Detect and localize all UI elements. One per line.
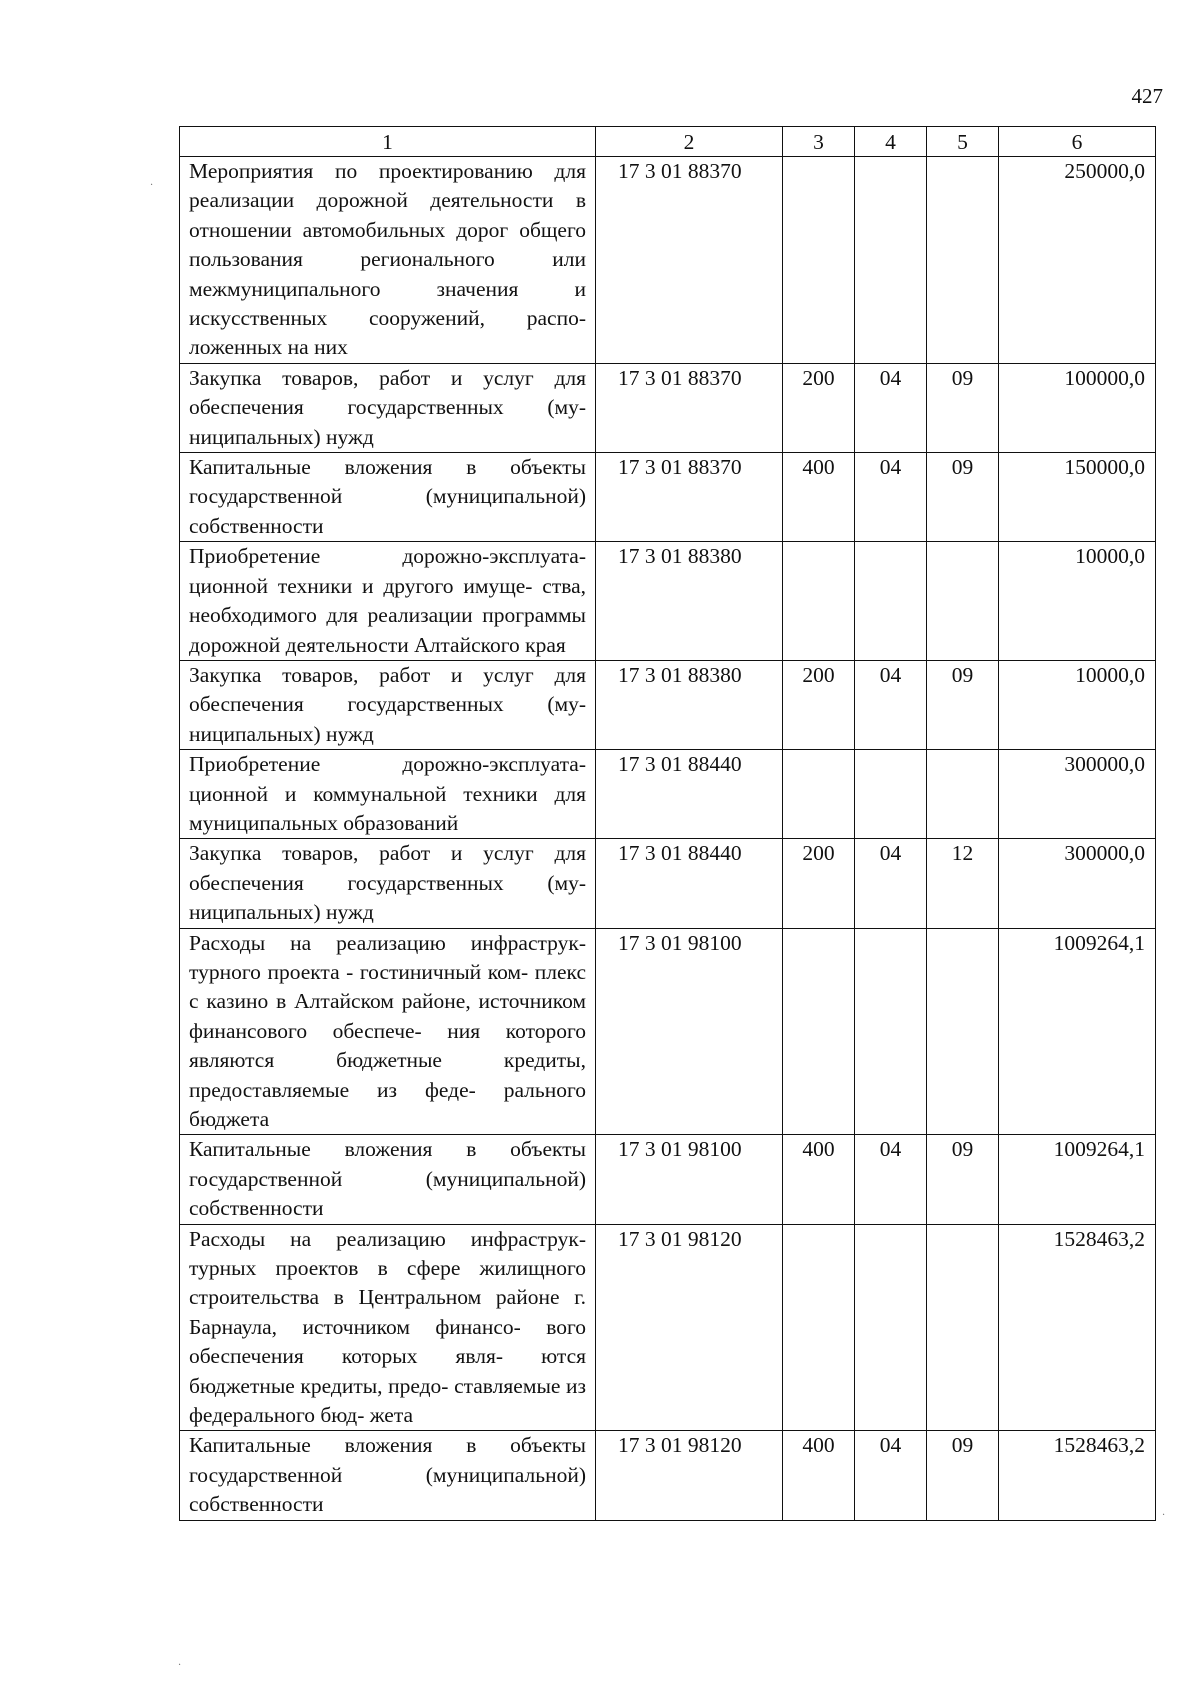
row-section: 04: [855, 363, 927, 452]
row-subsection: 09: [927, 453, 999, 542]
row-name-line: турного проекта - гостиничный ком-: [189, 959, 529, 984]
page-number: 427: [1131, 84, 1163, 108]
row-name-line: собственности: [189, 1196, 324, 1221]
row-name-line: обеспечения государственных (му-: [189, 870, 586, 895]
row-expense-type: [783, 750, 855, 839]
table-row: [180, 750, 1156, 839]
row-name: [180, 157, 596, 364]
header-col-1: 1: [180, 127, 596, 157]
row-amount: 300000,0: [999, 839, 1156, 928]
row-amount: 1528463,2: [999, 1224, 1156, 1431]
row-name: [180, 1135, 596, 1224]
row-code: 17 3 01 98120: [596, 1224, 783, 1431]
row-name-line: Алтайского края: [414, 632, 566, 657]
row-name-line: Закупка товаров, работ и услуг для: [189, 365, 586, 390]
row-name-line: искусственных сооружений, распо-: [189, 306, 586, 331]
row-subsection: [927, 750, 999, 839]
row-amount: 10000,0: [999, 660, 1156, 749]
row-name: [180, 928, 596, 1135]
row-subsection: 12: [927, 839, 999, 928]
row-section: [855, 157, 927, 364]
row-code: 17 3 01 98100: [596, 1135, 783, 1224]
row-subsection: [927, 157, 999, 364]
row-name-line: Приобретение дорожно-эксплуата-: [189, 752, 586, 777]
row-section: 04: [855, 1431, 927, 1520]
row-name-line: жета: [369, 1403, 414, 1428]
row-name-line: для муниципальных образований: [189, 781, 587, 835]
table-row: [180, 1224, 1156, 1431]
table-row: [180, 1431, 1156, 1520]
row-expense-type: 200: [783, 363, 855, 452]
header-col-4: 4: [855, 127, 927, 157]
row-amount: 1528463,2: [999, 1431, 1156, 1520]
row-amount: 10000,0: [999, 542, 1156, 661]
row-name: [180, 750, 596, 839]
row-name: [180, 453, 596, 542]
row-expense-type: 200: [783, 660, 855, 749]
row-name-line: ционной и коммунальной техники: [189, 781, 538, 806]
row-expense-type: 400: [783, 1431, 855, 1520]
row-subsection: [927, 542, 999, 661]
row-code: 17 3 01 88370: [596, 453, 783, 542]
row-code: 17 3 01 88380: [596, 660, 783, 749]
row-name-line: ниципальных) нужд: [189, 424, 374, 449]
table-row: [180, 542, 1156, 661]
row-expense-type: 400: [783, 453, 855, 542]
table-row: [180, 928, 1156, 1135]
row-expense-type: [783, 928, 855, 1135]
row-amount: 100000,0: [999, 363, 1156, 452]
row-name-line: программы дорожной деятельности: [189, 603, 586, 657]
row-name-line: общего пользования регионального: [189, 217, 587, 272]
row-name-line: ложенных на них: [189, 335, 348, 360]
row-name-line: государственной (муниципальной): [189, 1462, 586, 1487]
row-name-line: отношении автомобильных дорог: [189, 217, 509, 242]
row-code: 17 3 01 88440: [596, 839, 783, 928]
row-name-line: Капитальные вложения в объекты: [189, 1433, 586, 1458]
row-code: 17 3 01 88380: [596, 542, 783, 661]
row-code: 17 3 01 88370: [596, 363, 783, 452]
row-name-line: ния которого являются бюджетные: [189, 1018, 586, 1073]
row-name: [180, 660, 596, 749]
row-name-line: или межмуниципального значения и: [189, 247, 586, 301]
row-section: 04: [855, 839, 927, 928]
row-section: [855, 542, 927, 661]
row-expense-type: 400: [783, 1135, 855, 1224]
row-section: [855, 1224, 927, 1431]
row-name-line: г. Барнаула, источником финансо-: [189, 1285, 586, 1339]
table-row: [180, 839, 1156, 928]
row-name-line: строительства в Центральном районе: [189, 1285, 560, 1310]
row-section: 04: [855, 660, 927, 749]
row-expense-type: [783, 157, 855, 364]
row-name-line: Капитальные вложения в объекты: [189, 455, 586, 480]
header-col-6: 6: [999, 127, 1156, 157]
row-name: [180, 363, 596, 452]
row-name-line: вого обеспечения которых явля-: [189, 1314, 586, 1369]
table-header: [180, 127, 1156, 157]
row-name-line: рального бюджета: [189, 1077, 587, 1131]
row-name-line: Приобретение дорожно-эксплуата-: [189, 544, 586, 569]
row-name-line: государственной (муниципальной): [189, 1166, 586, 1191]
scan-speck: ·: [1162, 1510, 1166, 1521]
row-amount: 300000,0: [999, 750, 1156, 839]
row-amount: 250000,0: [999, 157, 1156, 364]
row-name-line: ства, необходимого для реализации: [189, 573, 587, 628]
row-section: 04: [855, 453, 927, 542]
row-name: [180, 839, 596, 928]
row-name-line: кредиты, предоставляемые из феде-: [189, 1048, 586, 1102]
row-name-line: ниципальных) нужд: [189, 900, 374, 925]
row-name-line: собственности: [189, 513, 324, 538]
scan-speck: ·: [178, 1660, 182, 1671]
table-row: [180, 1135, 1156, 1224]
row-name-line: источником финансового обеспече-: [189, 989, 587, 1043]
table-row: [180, 363, 1156, 452]
row-name-line: турных проектов в сфере жилищного: [189, 1256, 586, 1281]
budget-table: [179, 126, 1156, 1521]
row-amount: 150000,0: [999, 453, 1156, 542]
row-expense-type: [783, 1224, 855, 1431]
row-section: 04: [855, 1135, 927, 1224]
row-name-line: ются бюджетные кредиты, предо-: [189, 1344, 587, 1398]
header-row: [180, 127, 1156, 157]
row-expense-type: 200: [783, 839, 855, 928]
row-code: 17 3 01 88440: [596, 750, 783, 839]
row-name: [180, 1224, 596, 1431]
row-name-line: ниципальных) нужд: [189, 721, 374, 746]
header-col-3: 3: [783, 127, 855, 157]
row-name-line: Мероприятия по проектированию для: [189, 159, 586, 183]
row-subsection: 09: [927, 1135, 999, 1224]
row-name-line: реализации дорожной деятельности в: [189, 188, 586, 213]
row-name: [180, 542, 596, 661]
row-name-line: плекс с казино в Алтайском районе,: [189, 959, 586, 1014]
row-name-line: обеспечения государственных (му-: [189, 395, 586, 420]
scan-speck: ·: [150, 180, 154, 191]
row-name-line: ставляемые из федерального бюд-: [189, 1373, 586, 1428]
row-subsection: 09: [927, 1431, 999, 1520]
table-row: [180, 157, 1156, 364]
row-name-line: Капитальные вложения в объекты: [189, 1137, 586, 1162]
table-row: [180, 453, 1156, 542]
row-subsection: [927, 928, 999, 1135]
row-expense-type: [783, 542, 855, 661]
header-col-2: 2: [596, 127, 783, 157]
table-row: [180, 660, 1156, 749]
row-name-line: Расходы на реализацию инфраструк-: [189, 1226, 586, 1251]
table-body: [180, 157, 1156, 1521]
header-col-5: 5: [927, 127, 999, 157]
row-name-line: ционной техники и другого имуще-: [189, 573, 533, 598]
row-subsection: 09: [927, 660, 999, 749]
row-name: [180, 1431, 596, 1520]
row-subsection: [927, 1224, 999, 1431]
row-amount: 1009264,1: [999, 1135, 1156, 1224]
row-name-line: государственной (муниципальной): [189, 484, 586, 509]
row-section: [855, 928, 927, 1135]
row-name-line: обеспечения государственных (му-: [189, 692, 586, 717]
row-name-line: собственности: [189, 1492, 324, 1517]
row-name-line: Закупка товаров, работ и услуг для: [189, 662, 586, 687]
row-code: 17 3 01 98100: [596, 928, 783, 1135]
row-amount: 1009264,1: [999, 928, 1156, 1135]
row-name-line: Расходы на реализацию инфраструк-: [189, 930, 586, 955]
row-section: [855, 750, 927, 839]
row-code: 17 3 01 88370: [596, 157, 783, 364]
row-name-line: Закупка товаров, работ и услуг для: [189, 841, 586, 866]
row-code: 17 3 01 98120: [596, 1431, 783, 1520]
row-subsection: 09: [927, 363, 999, 452]
